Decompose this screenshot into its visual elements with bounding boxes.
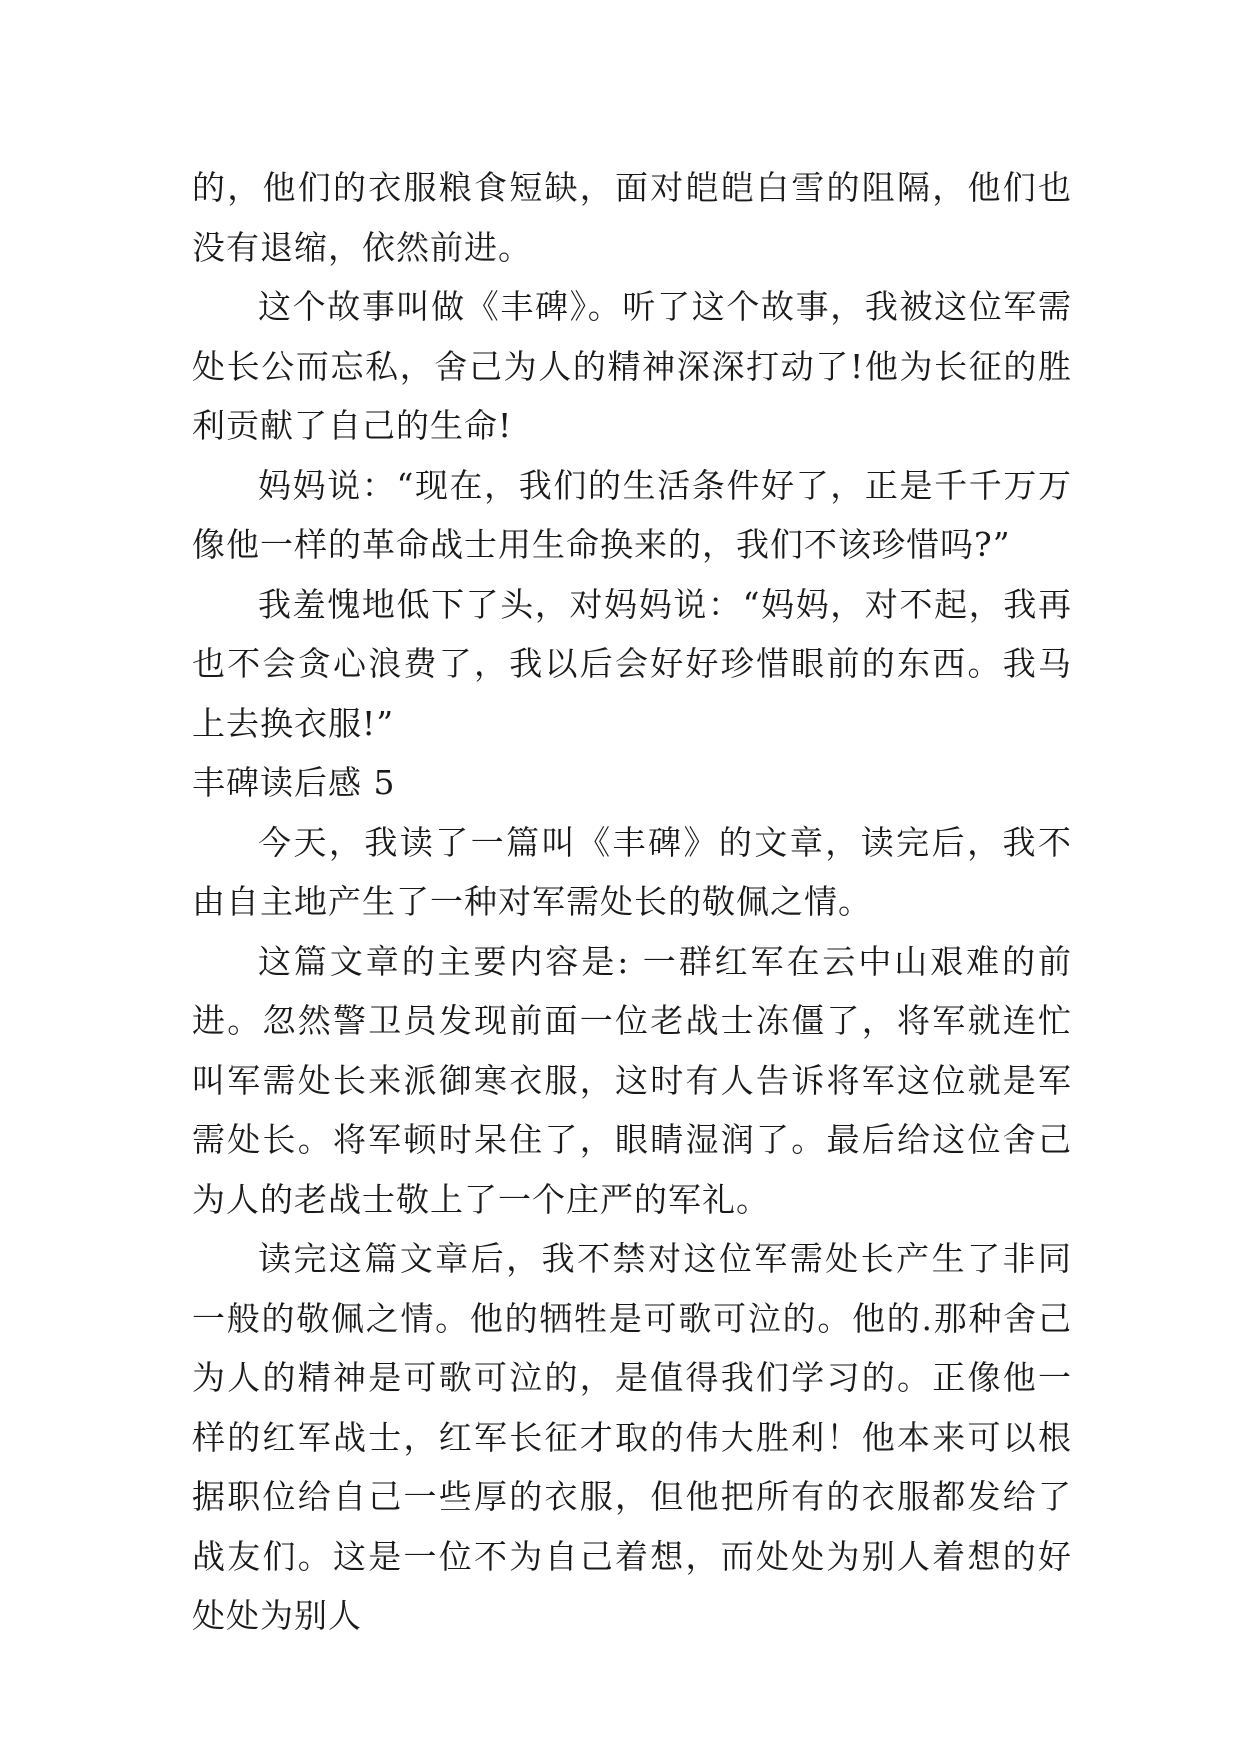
paragraph-reflection: 读完这篇文章后，我不禁对这位军需处长产生了非同一般的敬佩之情。他的牺牲是可歌可泣的。他的.那种舍己为人的精神是可歌可泣的，是值得我们学习的。正像他一样的红军战士，红军长征才取的伟大胜利！他本来可以根据职位给自己一些厚的衣服，但他把所有的衣服都发给了战友们。这是一位不为自己着想，而处处为别人着想的好处处为别人: [192, 1239, 1072, 1635]
paragraph-continued: 的，他们的衣服粮食短缺，面对皑皑白雪的阻隔，他们也没有退缩，依然前进。: [192, 168, 1072, 267]
section-heading: 丰碑读后感 5: [192, 763, 396, 802]
paragraph-apology: 我羞愧地低下了头，对妈妈说：“妈妈，对不起，我再也不会贪心浪费了，我以后会好好珍惜眼前的东西。我马上去换衣服!”: [192, 584, 1072, 743]
paragraph-story-title: 这个故事叫做《丰碑》。听了这个故事，我被这位军需处长公而忘私，舍己为人的精神深深打动了!他为长征的胜利贡献了自己的生命!: [192, 287, 1072, 445]
paragraph-summary: 这篇文章的主要内容是: 一群红军在云中山艰难的前进。忽然警卫员发现前面一位老战士冻僵了，将军就连忙叫军需处长来派御寒衣服，这时有人告诉将军这位就是军需处长。将军顿时呆住了，眼睛湿润了。最后给这位舍己为人的老战士敬上了一个庄严的军礼。: [192, 941, 1072, 1219]
paragraph-intro: 今天，我读了一篇叫《丰碑》的文章，读完后，我不由自主地产生了一种对军需处长的敬佩之情。: [192, 822, 1072, 921]
paragraph-mother-said: 妈妈说：“现在，我们的生活条件好了，正是千千万万像他一样的革命战士用生命换来的，我们不该珍惜吗?”: [192, 465, 1072, 564]
document-body: [192, 158, 1072, 1646]
